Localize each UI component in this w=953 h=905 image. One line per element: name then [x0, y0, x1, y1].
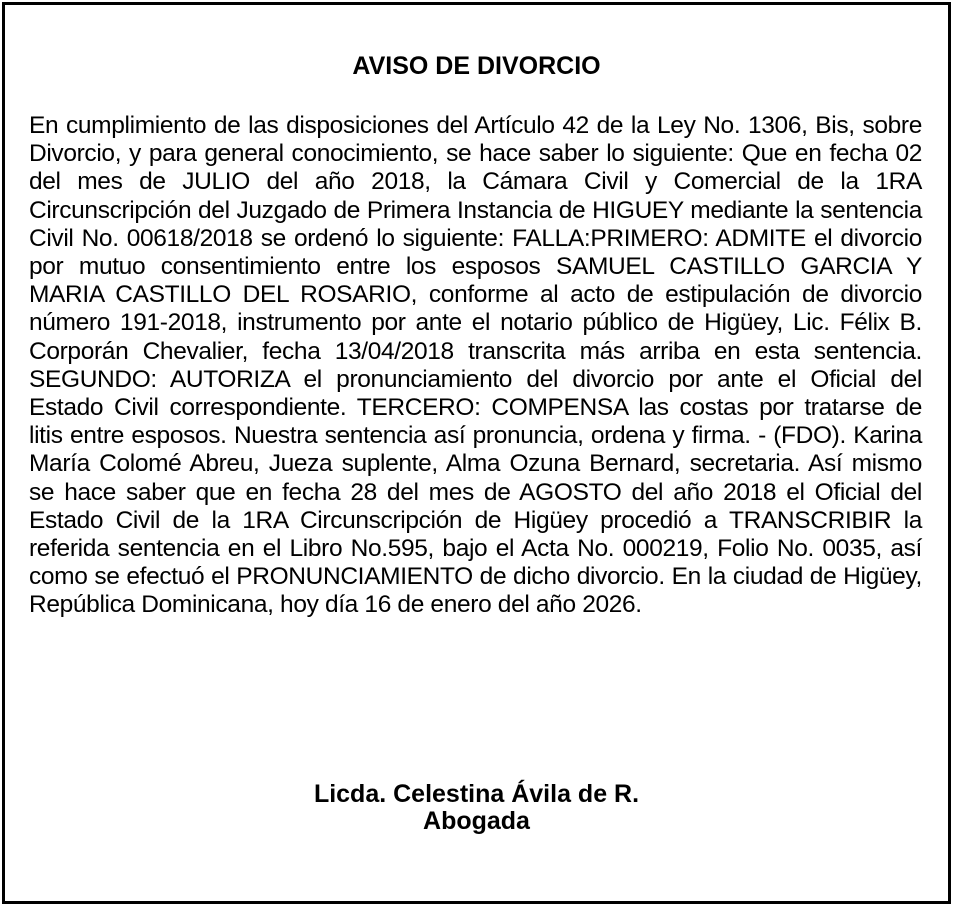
notice-body-paragraph: En cumplimiento de las disposiciones del Artículo 42 de la Ley No. 1306, Bis, sobre Divorcio, y para general conocimiento, se hace saber lo siguiente: Que en fecha 02 del mes de JULIO del año 2018, la Cámara Civil y Comercial de la 1RA Circunscripción del Juzgado de Primera Instancia de HIGUEY mediante la sentencia Civil No. 00618/2018 se ordenó lo siguiente: FALLA:PRIMERO: ADMITE el divorcio por mutuo consentimiento entre los esposos SAMUEL CASTILLO GARCIA Y MARIA CASTILLO DEL ROSARIO, conforme al acto de estipulación de divorcio número 191-2018, instrumento por ante el notario público de Higüey, Lic. Félix B. Corporán Chevalier, fecha 13/04/2018 transcrita más arriba en esta sentencia. SEGUNDO: AUTORIZA el pronunciamiento del divorcio por ante el Oficial del Estado Civil correspondiente. TERCERO: COMPENSA las costas por tratarse de litis entre esposos. Nuestra sentencia así pronuncia, ordena y firma. - (FDO). Karina María Colomé Abreu, Jueza suplente, Alma Ozuna Bernard, secretaria. Así mismo se hace saber que en fecha 28 del mes de AGOSTO del año 2018 el Oficial del Estado Civil de la 1RA Circunscripción de Higüey procedió a TRANSCRIBIR la referida sentencia en el Libro No.595, bajo el Acta No. 000219, Folio No. 0035, así como se efectuó el PRONUNCIAMIENTO de dicho divorcio. En la ciudad de Higüey, República Dominicana, hoy día 16 de enero del año 2026.	[29, 112, 922, 619]
signature-role: Abogada	[423, 807, 530, 835]
divorce-notice	[2, 2, 951, 904]
notice-title: AVISO DE DIVORCIO	[352, 52, 601, 80]
signature-name: Licda. Celestina Ávila de R.	[313, 780, 640, 808]
signature-block	[5, 781, 948, 835]
